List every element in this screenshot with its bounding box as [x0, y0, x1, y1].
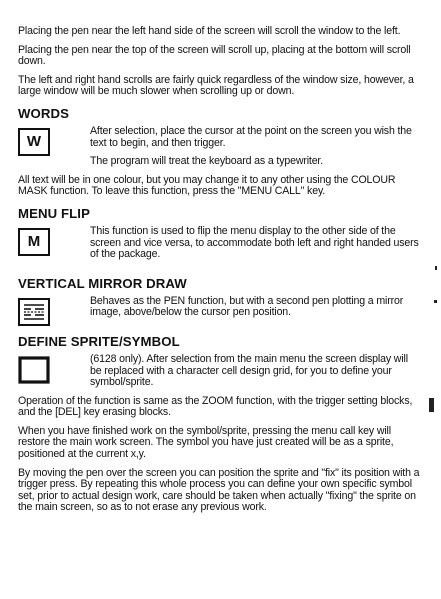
define-sprite-paragraph-finish: When you have finished work on the symbol/sprite, pressing the menu call key will restore the main work screen. The symbol you have just created will be as a sprite, positioned at the current x,y.: [18, 424, 394, 461]
define-sprite-heading: DEFINE SPRITE/SYMBOL: [18, 333, 180, 349]
words-paragraph-selection: After selection, place the cursor at the point on the screen you wish the text to begin, and then trigger.: [90, 124, 412, 149]
words-paragraph-typewriter: The program will treat the keyboard as a typewriter.: [90, 155, 324, 168]
words-paragraph-colour: All text will be in one colour, but you may change it to any other using the COLOUR MASK function. To leave this function, press the "MENU CALL" key.: [18, 173, 396, 198]
vertical-mirror-icon-glyph: [22, 302, 46, 322]
margin-speck: [435, 266, 437, 270]
define-sprite-paragraph-position: By moving the pen over the screen you can position the sprite and "fix" its position with a trigger press. By repeating this whole process you can define your own specific symbol set, prior to actual design work, care should be taken when actually "fixing" the sprite on the main screen, so as to not erase any previous work.: [18, 466, 420, 514]
define-sprite-paragraph-operation: Operation of the function is same as the ZOOM function, with the trigger setting blocks, and the [DEL] key erasing blocks.: [18, 394, 413, 419]
vertical-mirror-section: [18, 296, 420, 326]
margin-speck: [434, 300, 437, 303]
menu-flip-icon-letter: M: [27, 233, 41, 251]
menu-flip-icon: [18, 228, 50, 256]
sprite-square-icon-glyph: [18, 356, 50, 384]
words-icon: [18, 128, 50, 156]
intro-paragraph-left-scroll: Placing the pen near the left hand side of the screen will scroll the window to the left.: [18, 25, 401, 37]
words-icon-letter: W: [26, 133, 42, 151]
menu-flip-paragraph: This function is used to flip the menu display to the other side of the screen and vice versa, to accommodate both left and right handed users of the package.: [90, 224, 419, 261]
intro-paragraph-vertical-scroll: Placing the pen near the top of the screen will scroll up, placing at the bottom will scroll down.: [18, 43, 411, 68]
manual-page: [18, 26, 420, 521]
menu-flip-section: [18, 226, 420, 268]
intro-paragraph-scroll-speed: The left and right hand scrolls are fairly quick regardless of the window size, however, a large window will be much slower when scrolling up or down.: [18, 73, 414, 98]
define-sprite-paragraph-grid: (6128 only). After selection from the main menu the screen display will be replaced with a character cell design grid, for you to define your symbol/sprite.: [90, 352, 408, 389]
vertical-mirror-paragraph: Behaves as the PEN function, but with a second pen plotting a mirror image, above/below the cursor pen position.: [90, 294, 404, 319]
define-sprite-section: [18, 354, 420, 396]
sprite-square-icon: [18, 356, 50, 384]
margin-speck: [429, 398, 434, 412]
vertical-mirror-heading: VERTICAL MIRROR DRAW: [18, 275, 187, 291]
words-section: [18, 126, 420, 175]
vertical-mirror-icon: [18, 298, 50, 326]
menu-flip-heading: MENU FLIP: [18, 205, 90, 221]
words-heading: WORDS: [18, 105, 70, 121]
